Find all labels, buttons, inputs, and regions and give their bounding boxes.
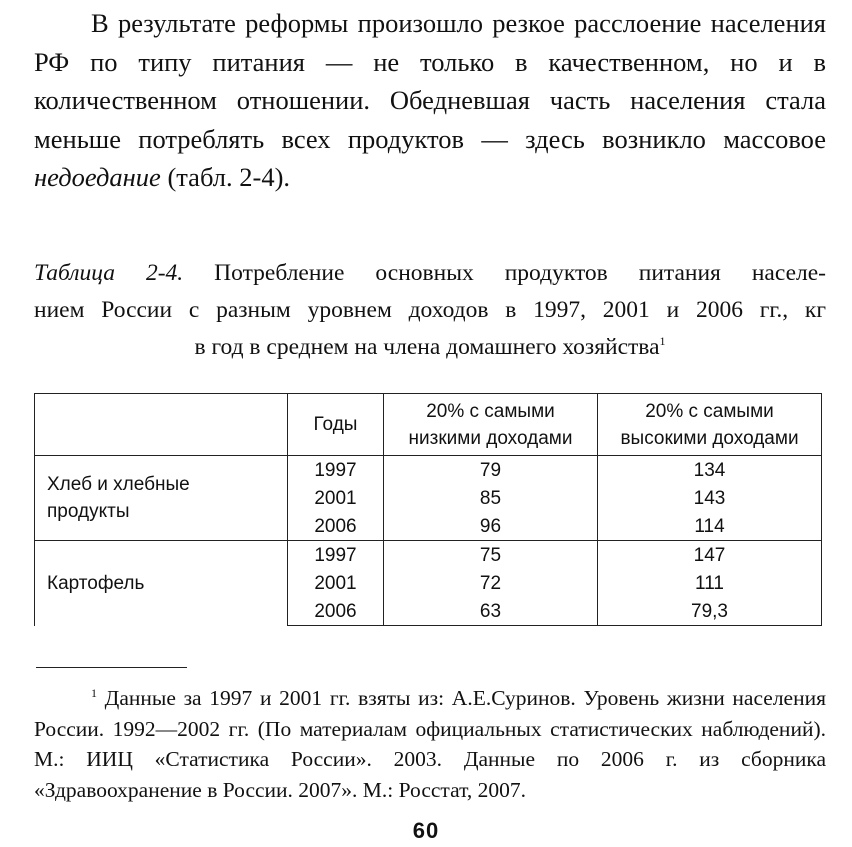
high-income-cell: 79,3 [598, 597, 822, 626]
consumption-table [34, 393, 822, 626]
footnote-divider [36, 667, 187, 668]
header-product [35, 394, 288, 456]
year-cell: 2001 [288, 569, 384, 597]
header-low-income [384, 394, 598, 456]
low-income-cell: 75 [384, 541, 598, 570]
header-high-line-2: высокими доходами [620, 427, 799, 449]
product-bread-line-1: Хлеб и хлебные [47, 474, 190, 495]
header-high-line-1: 20% с самыми [645, 400, 774, 422]
caption-line-1-text: Потребление основных продуктов питания населе- [183, 260, 826, 286]
header-years: Годы [288, 394, 384, 456]
header-low-line-1: 20% с самыми [426, 400, 555, 422]
caption-label: Таблица 2-4. [34, 260, 184, 286]
product-bread-line-2: продукты [47, 501, 130, 522]
high-income-cell: 147 [598, 541, 822, 570]
product-potato-line-1: Картофель [47, 572, 145, 594]
product-potato [35, 541, 288, 626]
caption-line-3-text: в год в среднем на члена домашнего хозяйства [194, 334, 660, 360]
year-cell: 1997 [288, 456, 384, 485]
footnote-text: Данные за 1997 и 2001 гг. взяты из: А.Е.Суринов. Уровень жизни населения России. 1992—2002 гг. (По материалам официальных статистических наблюдений). М.: ИИЦ «Статистика России». 2003. Данные по 2006 г. из сборника «Здравоохранение в России. 2007». М.: Росстат, 2007. [34, 686, 826, 802]
low-income-cell: 63 [384, 597, 598, 626]
year-cell: 2006 [288, 512, 384, 541]
table-row [35, 541, 822, 570]
caption-line-2: нием России с разным уровнем доходов в 1997, 2001 и 2006 гг., кг [34, 297, 826, 323]
high-income-cell: 143 [598, 484, 822, 512]
year-cell: 2006 [288, 597, 384, 626]
low-income-cell: 79 [384, 456, 598, 485]
low-income-cell: 85 [384, 484, 598, 512]
table-header-row [35, 394, 822, 456]
high-income-cell: 114 [598, 512, 822, 541]
paragraph-text-end: (табл. 2-4). [160, 162, 291, 192]
page-number: 60 [412, 818, 440, 843]
table-row [35, 456, 822, 485]
low-income-cell: 72 [384, 569, 598, 597]
paragraph-emphasis: недоедание [34, 162, 161, 192]
low-income-cell: 96 [384, 512, 598, 541]
caption-line-1 [34, 255, 826, 292]
header-high-income [598, 394, 822, 456]
header-low-line-2: низкими доходами [408, 427, 573, 449]
year-cell: 1997 [288, 541, 384, 570]
footnote-mark: 1 [91, 686, 97, 700]
paragraph-text-start: В результате реформы произошло резкое расслоение населения РФ по типу питания — не только в качественном, но и в количественном отношении. Обедневшая часть населения стала меньше потреблять всех продуктов — здесь возникло массовое [34, 8, 826, 154]
high-income-cell: 111 [598, 569, 822, 597]
high-income-cell: 134 [598, 456, 822, 485]
product-bread [35, 456, 288, 541]
footnote [34, 683, 826, 805]
year-cell: 2001 [288, 484, 384, 512]
caption-footnote-mark: 1 [659, 334, 666, 348]
caption-line-3 [34, 329, 826, 366]
body-paragraph [34, 4, 826, 197]
table-caption [34, 255, 826, 366]
